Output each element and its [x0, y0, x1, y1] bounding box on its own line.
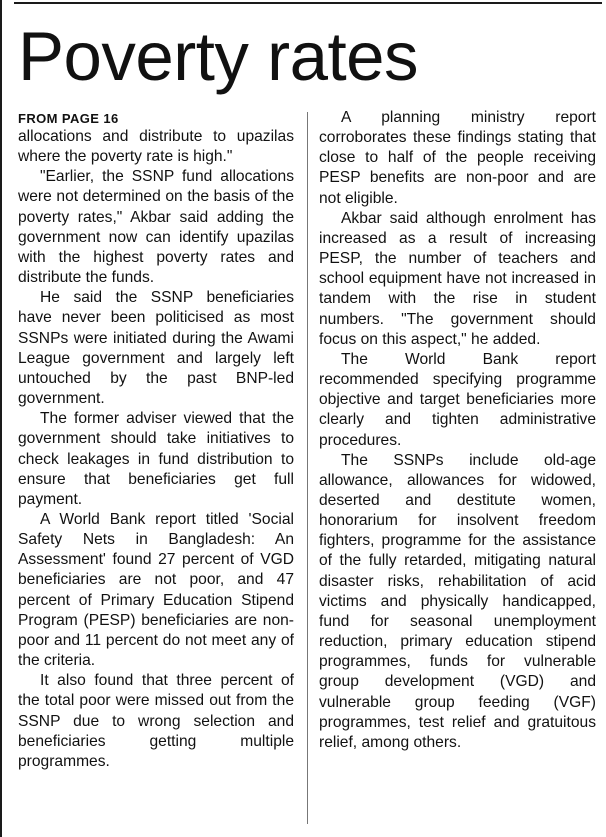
paragraph-3: He said the SSNP beneficiaries have never been politicised as most SSNPs were initiated during the Awami League government and largely left untouched by the past BNP-led government. — [18, 289, 294, 408]
column-divider — [307, 112, 308, 824]
paragraph-6: It also found that three percent of the total poor were missed out from the SSNP due to wrong selection and beneficiaries getting multiple programmes. — [18, 672, 294, 770]
article-column-right — [319, 108, 596, 753]
continued-from-label: FROM PAGE 16 — [18, 111, 119, 126]
article-column-left — [18, 108, 294, 772]
paragraph-8: Akbar said although enrolment has increased as a result of increasing PESP, the number of teachers and school equipment have not increased in tandem with the rise in student numbers. "The government should focus on this aspect," he added. — [319, 209, 596, 348]
article-headline: Poverty rates — [18, 18, 418, 95]
paragraph-5: A World Bank report titled 'Social Safety Nets in Bangladesh: An Assessment' found 27 percent of VGD beneficiaries are not poor, and 47 percent of Primary Education Stipend Program (PESP) beneficiaries are non-poor and 11 percent do not meet any of the criteria. — [18, 510, 294, 670]
paragraph-1: allocations and distribute to upazilas where the poverty rate is high." — [18, 128, 294, 166]
top-border-rule — [14, 2, 602, 4]
paragraph-2: "Earlier, the SSNP fund allocations were not determined on the basis of the poverty rates," Akbar said adding the government now can identify upazilas with the highest poverty rates and distribute the funds. — [18, 168, 294, 287]
left-border-rule — [0, 0, 2, 837]
paragraph-7: A planning ministry report corroborates these findings stating that close to half of the people receiving PESP benefits are non-poor and are not eligible. — [319, 109, 596, 207]
paragraph-9: The World Bank report recommended specifying programme objective and target beneficiaries more clearly and tighten administrative procedures. — [319, 350, 596, 449]
paragraph-4: The former adviser viewed that the government should take initiatives to check leakages in fund distribution to ensure that beneficiaries get full payment. — [18, 410, 294, 508]
paragraph-10: The SSNPs include old-age allowance, allowances for widowed, deserted and destitute women, honorarium for insolvent freedom fighters, programme for the assistance of the fully retarded, mitigating natural disaster risks, rehabilitation of acid victims and physically handicapped, fund for seasonal unemployment reduction, primary education stipend programmes, funds for vulnerable group development (VGD) and vulnerable group feeding (VGF) programmes, test relief and gratuitous relief, among others. — [319, 451, 596, 751]
